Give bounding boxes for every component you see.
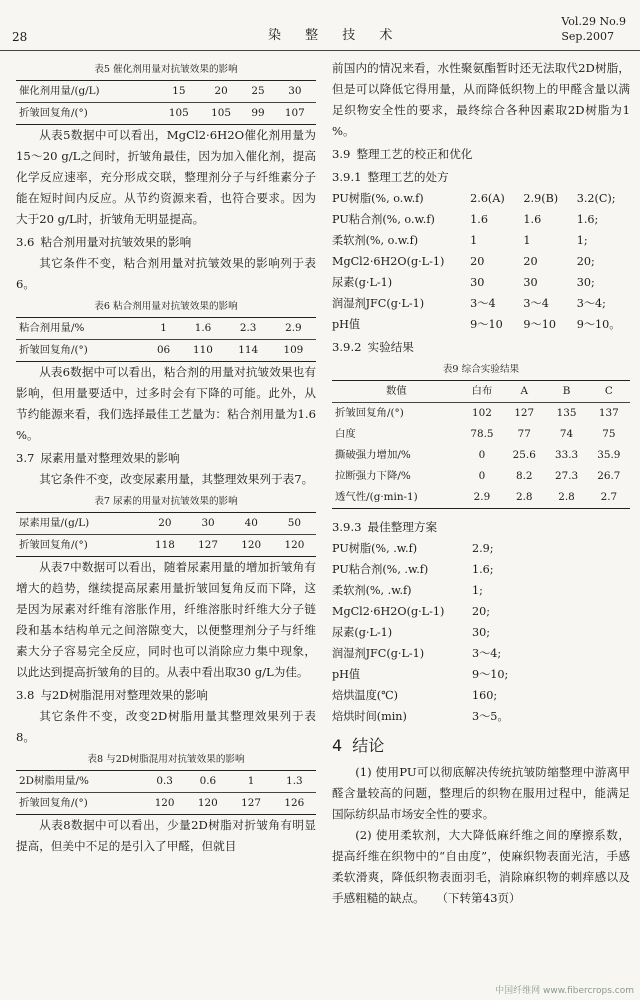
list-item: 柔软剂(%, .w.f) 1; — [332, 584, 483, 597]
paragraph: (2) 使用柔软剂，大大降低麻纤维之间的摩擦系数，提高纤维在织物中的“自由度”，使麻织物表面光洁，手感柔软滑爽，降低织物表面羽毛，消除麻织物的刺痒感以及手感粗糙的缺点。 （下转第43页） — [332, 828, 630, 905]
list-item: PU粘合剂(%, o.w.f) 1.6 1.6 1.6; — [332, 213, 599, 226]
table-row: 白度 78.5 77 74 75 — [335, 428, 616, 440]
paragraph: 从表8数据中可以看出，少量2D树脂对折皱角有明显提高，但美中不足的是引入了甲醛，但就目 — [16, 818, 316, 853]
table-row: 2D树脂用量/% 0.3 0.6 1 1.3 — [16, 771, 316, 793]
table5 — [16, 80, 316, 125]
page-number: 28 — [12, 30, 28, 44]
journal-title: 染 整 技 术 — [268, 28, 403, 43]
table8 — [16, 770, 316, 815]
table8-caption: 表8 与2D树脂混用对抗皱效果的影响 — [87, 754, 245, 765]
table-row: 折皱回复角/(°) 118 127 120 120 — [16, 535, 316, 557]
table-row: 透气性/(g·min-1) 2.9 2.8 2.8 2.7 — [332, 487, 630, 509]
subsection-heading: 3.9.1 整理工艺的处方 — [332, 170, 449, 184]
list-item: 润湿剂JFC(g·L-1) 3～4 3～4 3～4; — [332, 297, 606, 310]
paragraph: 其它条件不变，改变尿素用量，其整理效果列于表7。 — [39, 472, 314, 486]
list-item: pH值 9～10; — [332, 668, 509, 681]
recipe-list — [332, 188, 630, 335]
section-heading: 3.8 与2D树脂混用对整理效果的影响 — [16, 688, 208, 702]
paragraph: 其它条件不变，改变2D树脂用量其整理效果列于表8。 — [16, 709, 316, 744]
table-row: 催化剂用量/(g/L) 15 20 25 30 — [16, 81, 316, 103]
subsection-heading: 3.9.3 最佳整理方案 — [332, 520, 438, 534]
table-row: 折皱回复角/(°) 120 120 127 126 — [16, 793, 316, 815]
list-item: PU粘合剂(%, .w.f) 1.6; — [332, 563, 494, 576]
paragraph: 前国内的情况来看，水性聚氨酯暂时还无法取代2D树脂，但是可以降低它得用量，从而降低织物上的甲醛含量以满足织物安全性的要求，最终综合各种因素取2D树脂为1 %。 — [332, 61, 630, 138]
list-item: 柔软剂(%, o.w.f) 1 1 1; — [332, 234, 588, 247]
watermark: 中国纤维网 www.fibercrops.com — [495, 986, 634, 996]
volume-info — [561, 14, 626, 44]
table-row: 折皱回复角/(°) 102 127 135 137 — [332, 403, 630, 425]
table5-caption: 表5 催化剂用量对抗皱效果的影响 — [94, 64, 238, 75]
table6 — [16, 317, 316, 362]
subsection-heading: 3.9.2 实验结果 — [332, 340, 414, 354]
table-row: 尿素用量/(g/L) 20 30 40 50 — [16, 513, 316, 535]
list-item: PU树脂(%, o.w.f) 2.6(A) 2.9(B) 3.2(C); — [332, 192, 616, 205]
section-heading: 3.9 整理工艺的校正和优化 — [332, 147, 473, 161]
list-item: pH值 9～10 9～10 9～10。 — [332, 318, 621, 331]
list-item: MgCl2·6H2O(g·L-1) 20; — [332, 605, 491, 618]
list-item: 尿素(g·L-1) 30 30 30; — [332, 276, 595, 289]
table-row: 粘合剂用量/% 1 1.6 2.3 2.9 — [16, 318, 316, 340]
table-row: 折皱回复角/(°) 105 105 99 107 — [16, 103, 316, 125]
table6-caption: 表6 粘合剂用量对抗皱效果的影响 — [94, 301, 238, 312]
table7-caption: 表7 尿素的用量对抗皱效果的影响 — [94, 496, 238, 507]
paragraph: 从表7中数据可以看出，随着尿素用量的增加折皱角有增大的趋势，继续提高尿素用量折皱回复角反而下降，这是因为尿素对纤维有溶胀作用，纤维溶胀时纤维大分子链段和基本结构单元之间溶隙变大，以便整理剂分子与纤维素大分子容易完全反应，同时也可以消除应力集中现象，以此达到提高折皱角的目的。从表中看出取30 g/L为佳。 — [16, 560, 316, 679]
list-item: 尿素(g·L-1) 30; — [332, 626, 491, 639]
section-heading-conclusion: 4 结论 — [332, 736, 385, 755]
table7 — [16, 512, 316, 557]
paragraph: 从表6数据中可以看出，粘合剂的用量对抗皱效果也有影响，但用量要适中，过多时会有下降的可能。此外，从节约能源来看，我们选择最佳工艺量为：粘合剂用量为1.6 %。 — [16, 365, 316, 442]
paragraph: (1) 使用PU可以彻底解决传统抗皱防缩整理中游离甲醛含量较高的问题，整理后的织物在服用过程中，能满足国际纺织品市场安全性的要求。 — [332, 765, 630, 821]
section-heading: 3.6 粘合剂用量对抗皱效果的影响 — [16, 235, 192, 249]
paragraph: 从表5数据中可以看出，MgCl2·6H2O催化剂用量为15～20 g/L之间时，折皱角最佳，因为加入催化剂，提高化学反应速率，充分形成交联，整理剂分子与纤维素分子能在短时间内反应。从节约资源来看，也符合要求。因为大于20 g/L时，折皱角无明显提高。 — [16, 128, 316, 226]
list-item: 润湿剂JFC(g·L-1) 3～4; — [332, 647, 502, 660]
optimal-recipe-list — [332, 538, 630, 727]
list-item: 焙烘时间(min) 3～5。 — [332, 710, 509, 723]
right-column — [332, 58, 630, 909]
table-header-row: 数值 白布 A B C — [332, 381, 630, 403]
paragraph: 其它条件不变，粘合剂用量对抗皱效果的影响列于表6。 — [16, 256, 316, 291]
page-header — [0, 0, 640, 51]
list-item: MgCl2·6H2O(g·L-1) 20 20 20; — [332, 255, 595, 268]
table9 — [332, 380, 630, 509]
table-row: 拉断强力下降/% 0 8.2 27.3 26.7 — [335, 470, 621, 482]
table-row: 撕破强力增加/% 0 25.6 33.3 35.9 — [335, 449, 621, 461]
section-heading: 3.7 尿素用量对整理效果的影响 — [16, 451, 180, 465]
left-column — [16, 58, 316, 857]
volume-number: Vol.29 No.9 — [561, 15, 626, 28]
table9-caption: 表9 综合实验结果 — [442, 364, 520, 375]
issue-date: Sep.2007 — [561, 30, 614, 43]
table-row: 折皱回复角/(°) 06 110 114 109 — [16, 340, 316, 362]
list-item: PU树脂(%, .w.f) 2.9; — [332, 542, 494, 555]
list-item: 焙烘温度(℃) 160; — [332, 689, 498, 702]
